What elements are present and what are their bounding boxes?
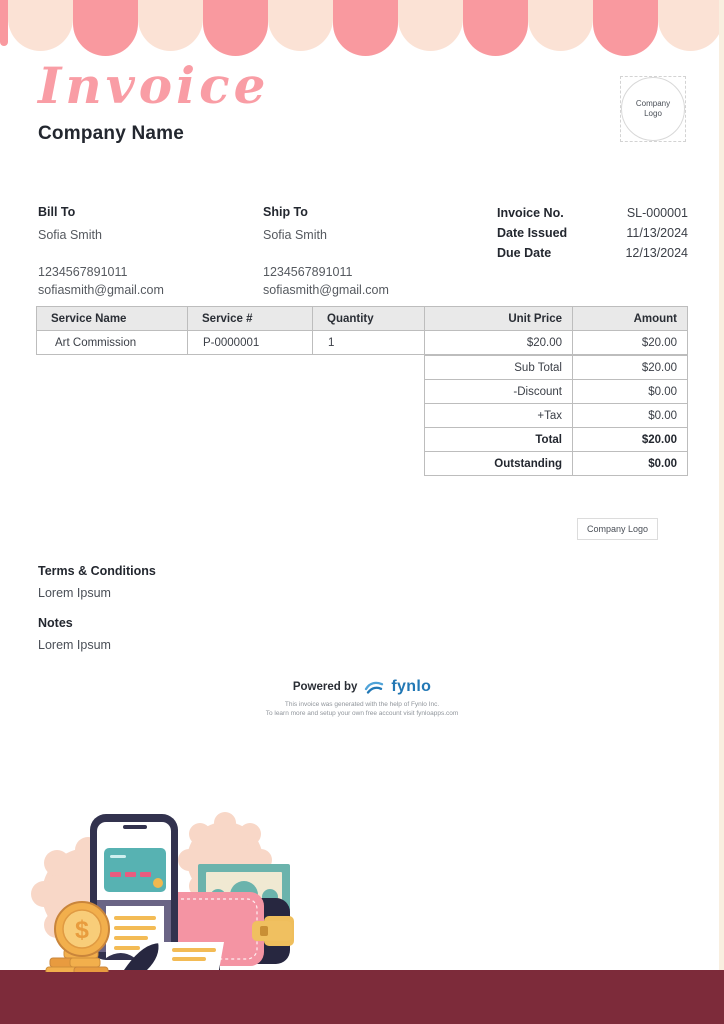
tax-value: $0.00	[573, 404, 688, 428]
total-label: Total	[425, 428, 573, 452]
powered-by-row	[0, 678, 724, 696]
subtotal-value: $20.00	[573, 356, 688, 380]
awning-scallop	[73, 0, 138, 56]
awning-scallop	[138, 0, 203, 51]
bill-to-label: Bill To	[38, 205, 76, 219]
invoice-number-row	[497, 206, 688, 220]
ship-to-section	[263, 205, 473, 297]
tax-row	[425, 404, 688, 428]
awning-scallop	[333, 0, 398, 56]
outstanding-row	[425, 452, 688, 476]
awning-scallop	[398, 0, 463, 51]
awning-scallop	[528, 0, 593, 51]
awning-scallop	[593, 0, 658, 56]
company-logo-circle: Company Logo	[621, 77, 685, 141]
due-date-row	[497, 246, 688, 260]
col-unit-price: Unit Price	[425, 307, 573, 331]
cell-quantity: 1	[313, 331, 425, 355]
bill-to-name: Sofia Smith	[38, 228, 102, 242]
outstanding-label: Outstanding	[425, 452, 573, 476]
footer-brand	[0, 678, 724, 718]
ship-to-phone: 1234567891011	[263, 265, 353, 279]
discount-value: $0.00	[573, 380, 688, 404]
terms-body: Lorem Ipsum	[38, 586, 111, 600]
terms-heading: Terms & Conditions	[38, 564, 156, 578]
cell-amount: $20.00	[573, 331, 688, 355]
bill-to-section	[38, 205, 248, 297]
awning-scallop	[268, 0, 333, 51]
line-items-table	[36, 306, 688, 355]
discount-row	[425, 380, 688, 404]
due-date-value: 12/13/2024	[625, 246, 688, 260]
cell-service-name: Art Commission	[37, 331, 188, 355]
bottom-maroon-bar	[0, 970, 724, 1024]
col-service-name: Service Name	[37, 307, 188, 331]
subtotal-label: Sub Total	[425, 356, 573, 380]
awning-scallop	[463, 0, 528, 56]
footer-line1: This invoice was generated with the help of Fynlo Inc.	[284, 701, 440, 708]
total-row	[425, 428, 688, 452]
subtotal-row	[425, 356, 688, 380]
invoice-title: Invoice	[38, 56, 270, 115]
invoice-number-value: SL-000001	[626, 206, 688, 220]
company-logo-button[interactable]: Company Logo	[577, 518, 658, 540]
outstanding-value: $0.00	[573, 452, 688, 476]
powered-by-label: Powered by	[292, 681, 358, 693]
awning-scallop	[203, 0, 268, 56]
company-name: Company Name	[38, 123, 184, 144]
col-service-number: Service #	[188, 307, 313, 331]
date-issued-label: Date Issued	[497, 226, 568, 240]
cell-unit-price: $20.00	[425, 331, 573, 355]
ship-to-name: Sofia Smith	[263, 228, 327, 242]
date-issued-row	[497, 226, 688, 240]
ship-to-label: Ship To	[263, 205, 308, 219]
cell-service-number: P-0000001	[188, 331, 313, 355]
col-quantity: Quantity	[313, 307, 425, 331]
right-edge-strip	[719, 0, 724, 970]
invoice-number-label: Invoice No.	[497, 206, 564, 220]
awning-scallop	[8, 0, 73, 51]
fynlo-brand-name: fynlo	[391, 678, 432, 695]
scalloped-awning	[0, 0, 723, 56]
notes-heading: Notes	[38, 616, 73, 630]
discount-label: -Discount	[425, 380, 573, 404]
invoice-meta	[497, 206, 688, 266]
table-header-row	[37, 307, 688, 331]
due-date-label: Due Date	[497, 246, 552, 260]
notes-body: Lorem Ipsum	[38, 638, 111, 652]
bill-to-phone: 1234567891011	[38, 265, 128, 279]
terms-notes-section	[38, 564, 156, 668]
total-value: $20.00	[573, 428, 688, 452]
col-amount: Amount	[573, 307, 688, 331]
footer-line2: To learn more and setup your own free account visit fynloapps.com	[265, 710, 459, 717]
awning-scallop	[658, 0, 723, 51]
date-issued-value: 11/13/2024	[626, 226, 688, 240]
payment-illustration	[28, 802, 296, 977]
tax-label: +Tax	[425, 404, 573, 428]
bill-to-email: sofiasmith@gmail.com	[38, 283, 164, 297]
table-row	[37, 331, 688, 355]
totals-table	[424, 355, 688, 476]
svg-text:$: $	[75, 916, 89, 944]
company-logo-placeholder[interactable]	[620, 76, 686, 142]
awning-scallop	[0, 0, 8, 46]
ship-to-email: sofiasmith@gmail.com	[263, 283, 389, 297]
fynlo-swirl-icon	[364, 680, 384, 695]
